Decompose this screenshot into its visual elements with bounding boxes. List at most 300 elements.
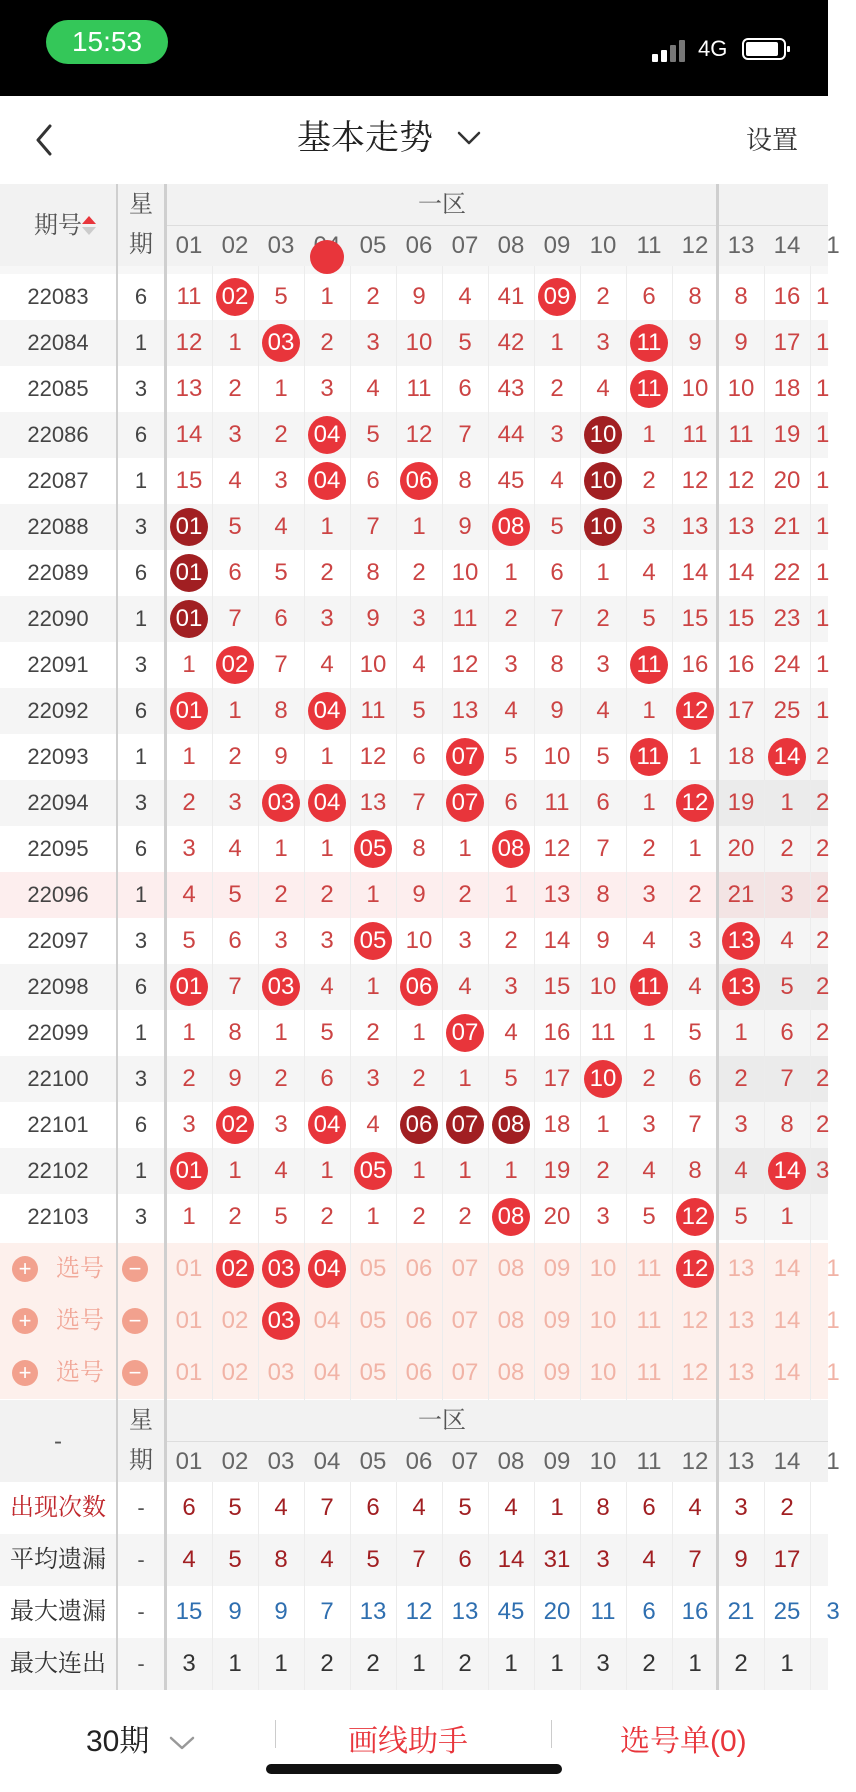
selectable-number[interactable]: 11: [636, 1307, 662, 1334]
selectable-number[interactable]: 05: [359, 1307, 387, 1334]
stats-value: 4: [642, 1546, 656, 1573]
number-cell: 5: [274, 559, 288, 586]
number-cell: 1: [320, 513, 334, 540]
number-cell: 6: [366, 467, 380, 494]
number-ball: 01: [170, 1152, 208, 1190]
stats-label: 出现次数: [10, 1494, 106, 1521]
selectable-number[interactable]: 08: [497, 1359, 525, 1386]
number-cell: 3: [734, 1111, 748, 1138]
stats-value: 3: [826, 1598, 840, 1625]
number-cell: 1: [228, 697, 242, 724]
column-header-12: 12: [681, 232, 709, 259]
selectable-number[interactable]: 07: [451, 1359, 479, 1386]
number-cell: 2: [780, 835, 794, 862]
number-cell: 4: [596, 375, 610, 402]
selectable-number[interactable]: 06: [405, 1255, 433, 1282]
number-ball: 10: [584, 508, 622, 546]
number-cell: 4: [734, 1157, 748, 1184]
selectable-number[interactable]: 04: [313, 1307, 341, 1334]
number-cell: 3: [320, 605, 334, 632]
number-ball: 07: [446, 784, 484, 822]
number-cell: 12: [681, 467, 709, 494]
number-cell: 9: [596, 927, 610, 954]
number-cell: 2: [642, 1065, 656, 1092]
selectable-number[interactable]: 02: [221, 1307, 249, 1334]
selectable-number[interactable]: 11: [636, 1255, 662, 1282]
number-cell: 1: [780, 1203, 794, 1230]
stats-value: 1: [412, 1650, 426, 1677]
column-header-02: 02: [221, 232, 249, 259]
number-cell: 13: [175, 375, 203, 402]
selected-ball[interactable]: 03: [262, 1250, 300, 1288]
column-header-11: 11: [636, 1448, 662, 1475]
column-header-01: 01: [175, 1448, 203, 1475]
number-ball: 08: [492, 1106, 530, 1144]
selectable-number[interactable]: 01: [175, 1359, 203, 1386]
number-cell: 5: [550, 513, 564, 540]
number-ball: 06: [400, 462, 438, 500]
number-ball: 05: [354, 830, 392, 868]
period-header[interactable]: 期号: [34, 212, 82, 239]
number-cell: 7: [366, 513, 380, 540]
number-cell: 18: [543, 1111, 571, 1138]
number-cell: 8: [274, 697, 288, 724]
period-cell: 22084: [27, 330, 89, 355]
number-cell: 12: [727, 467, 755, 494]
stats-value: 20: [543, 1598, 571, 1625]
number-cell: 1: [182, 743, 196, 770]
selectable-number[interactable]: 11: [636, 1359, 662, 1386]
number-cell: 1: [816, 467, 830, 494]
period-cell: 22091: [27, 652, 89, 677]
number-cell: 3: [274, 1111, 288, 1138]
stats-value: 6: [458, 1546, 472, 1573]
number-cell: 2: [596, 283, 610, 310]
number-cell: 1: [642, 789, 656, 816]
number-ball: 04: [308, 1106, 346, 1144]
weekday-cell: 3: [134, 1066, 148, 1091]
number-cell: 2: [596, 605, 610, 632]
number-cell: 2: [550, 375, 564, 402]
periods-selector[interactable]: [86, 1716, 196, 1760]
number-cell: 5: [274, 283, 288, 310]
stats-value: 3: [182, 1650, 196, 1677]
number-cell: 16: [681, 651, 709, 678]
weekday-header-bottom: 期: [129, 231, 153, 258]
number-cell: 2: [320, 559, 334, 586]
remove-row-icon[interactable]: −: [122, 1360, 148, 1386]
number-cell: 1: [320, 1157, 334, 1184]
number-cell: 1: [596, 559, 610, 586]
number-ball: 11: [630, 324, 668, 362]
number-cell: 10: [359, 651, 387, 678]
stats-value: 9: [734, 1546, 748, 1573]
number-cell: 17: [543, 1065, 571, 1092]
number-cell: 1: [320, 835, 334, 862]
number-cell: 8: [366, 559, 380, 586]
number-cell: 1: [734, 1019, 748, 1046]
weekday-cell: 3: [134, 1204, 148, 1229]
number-cell: 6: [274, 605, 288, 632]
number-cell: 3: [642, 513, 656, 540]
number-cell: 14: [727, 559, 755, 586]
number-cell: 2: [320, 329, 334, 356]
selectable-number[interactable]: 06: [405, 1359, 433, 1386]
selectable-number[interactable]: 04: [313, 1359, 341, 1386]
number-cell: 3: [182, 835, 196, 862]
zone-header: 一区: [418, 191, 466, 218]
number-ball: 14: [768, 738, 806, 776]
number-cell: 7: [596, 835, 610, 862]
selectable-number[interactable]: 08: [497, 1255, 525, 1282]
selectable-number[interactable]: 10: [589, 1255, 617, 1282]
selectable-number[interactable]: 13: [727, 1255, 755, 1282]
number-ball: 08: [492, 1198, 530, 1236]
chevron-down-icon[interactable]: [456, 128, 482, 148]
number-cell: 2: [182, 789, 196, 816]
number-cell: 3: [504, 973, 518, 1000]
number-cell: 7: [458, 421, 472, 448]
add-row-icon[interactable]: +: [12, 1360, 38, 1386]
weekday-cell: 1: [134, 468, 148, 493]
number-cell: 2: [504, 605, 518, 632]
number-cell: 11: [682, 421, 708, 448]
number-cell: 20: [773, 467, 801, 494]
stats-value: 6: [642, 1494, 656, 1521]
number-cell: 4: [320, 973, 334, 1000]
number-cell: 2: [228, 1203, 242, 1230]
number-cell: 11: [406, 375, 432, 402]
number-cell: 4: [458, 973, 472, 1000]
stats-value: 15: [175, 1598, 203, 1625]
number-ball: 11: [630, 370, 668, 408]
stats-value: 4: [688, 1494, 702, 1521]
weekday-cell: 6: [134, 1112, 148, 1137]
selectable-number[interactable]: 14: [773, 1359, 801, 1386]
stats-value: 8: [596, 1494, 610, 1521]
sort-asc-icon[interactable]: [82, 216, 96, 224]
number-cell: 9: [550, 697, 564, 724]
number-ball: 03: [262, 784, 300, 822]
number-cell: 3: [642, 1111, 656, 1138]
number-cell: 9: [228, 1065, 242, 1092]
period-cell: 22103: [27, 1204, 89, 1229]
number-cell: 1: [366, 1203, 380, 1230]
number-cell: 3: [274, 927, 288, 954]
number-cell: 18: [773, 375, 801, 402]
selectable-number[interactable]: 14: [773, 1255, 801, 1282]
number-cell: 2: [688, 881, 702, 908]
selectable-number[interactable]: 07: [451, 1255, 479, 1282]
number-cell: 12: [175, 329, 203, 356]
stats-label: 最大连出: [10, 1650, 106, 1677]
number-cell: 4: [642, 927, 656, 954]
weekday-cell: 1: [134, 1158, 148, 1183]
selectable-number[interactable]: 07: [451, 1307, 479, 1334]
number-cell: 1: [366, 973, 380, 1000]
number-cell: 5: [642, 605, 656, 632]
period-cell: 22097: [27, 928, 89, 953]
number-cell: 2: [816, 835, 830, 862]
selectable-number[interactable]: 09: [543, 1307, 571, 1334]
column-header-10: 10: [589, 232, 617, 259]
number-cell: 5: [780, 973, 794, 1000]
weekday-cell: 1: [134, 330, 148, 355]
number-cell: 2: [458, 1203, 472, 1230]
period-cell: 22102: [27, 1158, 89, 1183]
number-cell: 11: [360, 697, 386, 724]
period-cell: 22094: [27, 790, 89, 815]
selectable-number[interactable]: 05: [359, 1255, 387, 1282]
number-ball: 08: [492, 508, 530, 546]
number-cell: 4: [228, 835, 242, 862]
stats-value: 3: [596, 1546, 610, 1573]
number-cell: 2: [320, 881, 334, 908]
number-cell: 13: [543, 881, 571, 908]
weekday-cell: 3: [134, 790, 148, 815]
number-cell: 10: [727, 375, 755, 402]
remove-row-icon[interactable]: −: [122, 1256, 148, 1282]
number-ball: 06: [400, 1106, 438, 1144]
selectable-number[interactable]: 02: [221, 1359, 249, 1386]
selection-list-button[interactable]: 选号单(0): [620, 1725, 747, 1758]
selectable-number[interactable]: 01: [175, 1255, 203, 1282]
number-cell: 4: [274, 513, 288, 540]
period-cell: 22093: [27, 744, 89, 769]
number-cell: 10: [451, 559, 479, 586]
weekday-header-top: 星: [129, 1407, 153, 1434]
selectable-number[interactable]: 12: [681, 1359, 709, 1386]
column-header-08: 08: [497, 1448, 525, 1475]
selectable-number[interactable]: 12: [681, 1307, 709, 1334]
number-cell: 4: [274, 1157, 288, 1184]
number-cell: 2: [816, 927, 830, 954]
number-ball: 04: [308, 416, 346, 454]
number-cell: 3: [596, 651, 610, 678]
selected-ball[interactable]: 02: [216, 1250, 254, 1288]
number-ball: 11: [630, 738, 668, 776]
column-header-03: 03: [267, 1448, 295, 1475]
period-cell: 22098: [27, 974, 89, 999]
number-cell: 21: [727, 881, 755, 908]
column-header-03: 03: [267, 232, 295, 259]
period-cell: 22096: [27, 882, 89, 907]
stats-value: 4: [504, 1494, 518, 1521]
number-cell: 16: [543, 1019, 571, 1046]
bottom-bar: [0, 1690, 828, 1792]
column-header-14: 14: [773, 232, 801, 259]
number-cell: 3: [458, 927, 472, 954]
number-cell: 2: [816, 1019, 830, 1046]
number-cell: 3: [366, 1065, 380, 1092]
stats-value: 5: [228, 1494, 242, 1521]
number-cell: 3: [596, 1203, 610, 1230]
selected-ball[interactable]: 04: [308, 1250, 346, 1288]
number-cell: 1: [320, 283, 334, 310]
selectable-number[interactable]: 10: [589, 1307, 617, 1334]
number-cell: 1: [816, 605, 830, 632]
number-cell: 12: [451, 651, 479, 678]
number-ball: 11: [630, 968, 668, 1006]
number-cell: 5: [228, 881, 242, 908]
add-row-icon[interactable]: +: [12, 1308, 38, 1334]
number-cell: 14: [681, 559, 709, 586]
period-cell: 22086: [27, 422, 89, 447]
add-row-icon[interactable]: +: [12, 1256, 38, 1282]
number-cell: 2: [274, 421, 288, 448]
number-cell: 2: [642, 835, 656, 862]
number-cell: 4: [642, 559, 656, 586]
selectable-number[interactable]: 01: [175, 1307, 203, 1334]
selectable-number[interactable]: 09: [543, 1255, 571, 1282]
column-header-14: 14: [773, 1448, 801, 1475]
zone-header: 一区: [418, 1407, 466, 1434]
number-cell: 2: [366, 283, 380, 310]
number-cell: 13: [359, 789, 387, 816]
number-cell: 1: [228, 1157, 242, 1184]
number-ball: 05: [354, 1152, 392, 1190]
number-ball: 03: [262, 324, 300, 362]
draw-helper-button[interactable]: 画线助手: [348, 1725, 468, 1758]
page-title[interactable]: 基本走势: [297, 119, 433, 157]
selectable-number[interactable]: 14: [773, 1307, 801, 1334]
number-cell: 8: [550, 651, 564, 678]
number-cell: 10: [589, 973, 617, 1000]
number-ball: 04: [308, 784, 346, 822]
number-cell: 1: [458, 1157, 472, 1184]
number-cell: 6: [596, 789, 610, 816]
weekday-cell: 3: [134, 652, 148, 677]
number-cell: 45: [497, 467, 525, 494]
number-cell: 5: [458, 329, 472, 356]
number-cell: 4: [688, 973, 702, 1000]
period-header: -: [54, 1428, 62, 1455]
column-header-06: 06: [405, 232, 433, 259]
number-ball: 07: [446, 1014, 484, 1052]
number-cell: 1: [780, 789, 794, 816]
number-cell: 1: [816, 329, 830, 356]
selectable-number[interactable]: 10: [589, 1359, 617, 1386]
number-cell: 1: [688, 835, 702, 862]
back-button[interactable]: [30, 120, 66, 160]
stats-value: 2: [366, 1650, 380, 1677]
number-cell: 13: [681, 513, 709, 540]
period-cell: 22090: [27, 606, 89, 631]
number-cell: 3: [320, 375, 334, 402]
number-cell: 9: [734, 329, 748, 356]
selectable-number[interactable]: 09: [543, 1359, 571, 1386]
number-cell: 17: [773, 329, 801, 356]
selected-ball[interactable]: 03: [262, 1302, 300, 1340]
stats-value: 1: [504, 1650, 518, 1677]
column-header-09: 09: [543, 232, 571, 259]
period-cell: 22099: [27, 1020, 89, 1045]
settings-button[interactable]: 设置: [746, 125, 799, 155]
number-cell: 5: [504, 743, 518, 770]
stats-value: 2: [734, 1650, 748, 1677]
stats-value: 4: [182, 1546, 196, 1573]
signal-icon: [652, 40, 694, 62]
selectable-number[interactable]: 1: [826, 1359, 840, 1386]
selectable-number[interactable]: 03: [267, 1359, 295, 1386]
number-cell: 1: [182, 1203, 196, 1230]
number-cell: 16: [727, 651, 755, 678]
number-cell: 9: [458, 513, 472, 540]
number-ball: 10: [584, 1060, 622, 1098]
number-ball: 04: [308, 462, 346, 500]
stats-value: 2: [320, 1650, 334, 1677]
number-cell: 1: [412, 1019, 426, 1046]
stats-value: 7: [320, 1598, 334, 1625]
number-cell: 4: [182, 881, 196, 908]
weekday-cell: 1: [134, 882, 148, 907]
number-cell: 5: [504, 1065, 518, 1092]
number-ball: 01: [170, 554, 208, 592]
number-cell: 1: [274, 1019, 288, 1046]
number-ball: 05: [354, 922, 392, 960]
number-cell: 2: [366, 1019, 380, 1046]
number-cell: 20: [543, 1203, 571, 1230]
sort-desc-icon[interactable]: [82, 227, 96, 235]
number-cell: 18: [727, 743, 755, 770]
selected-ball[interactable]: 12: [676, 1250, 714, 1288]
number-cell: 22: [773, 559, 801, 586]
selectable-number[interactable]: 06: [405, 1307, 433, 1334]
number-cell: 1: [274, 375, 288, 402]
number-ball: 03: [262, 968, 300, 1006]
selectable-number[interactable]: 13: [727, 1359, 755, 1386]
number-cell: 3: [320, 927, 334, 954]
network-type: 4G: [698, 36, 728, 61]
weekday-cell: 6: [134, 422, 148, 447]
number-cell: 3: [182, 1111, 196, 1138]
select-number-label[interactable]: 选号: [56, 1307, 104, 1334]
selectable-number[interactable]: 1: [826, 1255, 840, 1282]
number-cell: 3: [274, 467, 288, 494]
number-ball: 14: [768, 1152, 806, 1190]
period-cell: 22092: [27, 698, 89, 723]
stats-label: 平均遗漏: [10, 1546, 106, 1573]
number-cell: 19: [727, 789, 755, 816]
number-ball: 01: [170, 692, 208, 730]
column-header-12: 12: [681, 1448, 709, 1475]
remove-row-icon[interactable]: −: [122, 1308, 148, 1334]
stats-value: 1: [688, 1650, 702, 1677]
number-cell: 8: [688, 1157, 702, 1184]
stats-value: 7: [688, 1546, 702, 1573]
number-cell: 4: [228, 467, 242, 494]
stats-label: 最大遗漏: [10, 1598, 106, 1625]
number-cell: 3: [596, 329, 610, 356]
number-ball: 01: [170, 600, 208, 638]
number-ball: 02: [216, 1106, 254, 1144]
selectable-number[interactable]: 1: [826, 1307, 840, 1334]
number-cell: 19: [543, 1157, 571, 1184]
number-cell: 4: [412, 651, 426, 678]
number-cell: 5: [228, 513, 242, 540]
stats-value: 7: [412, 1546, 426, 1573]
selectable-number[interactable]: 05: [359, 1359, 387, 1386]
selectable-number[interactable]: 13: [727, 1307, 755, 1334]
stats-value: 4: [320, 1546, 334, 1573]
number-cell: 3: [688, 927, 702, 954]
selectable-number[interactable]: 08: [497, 1307, 525, 1334]
column-header-13: 13: [727, 1448, 755, 1475]
stats-value: 4: [274, 1494, 288, 1521]
select-number-label[interactable]: 选号: [56, 1359, 104, 1386]
stats-value: 45: [497, 1598, 525, 1625]
select-number-label[interactable]: 选号: [56, 1255, 104, 1282]
